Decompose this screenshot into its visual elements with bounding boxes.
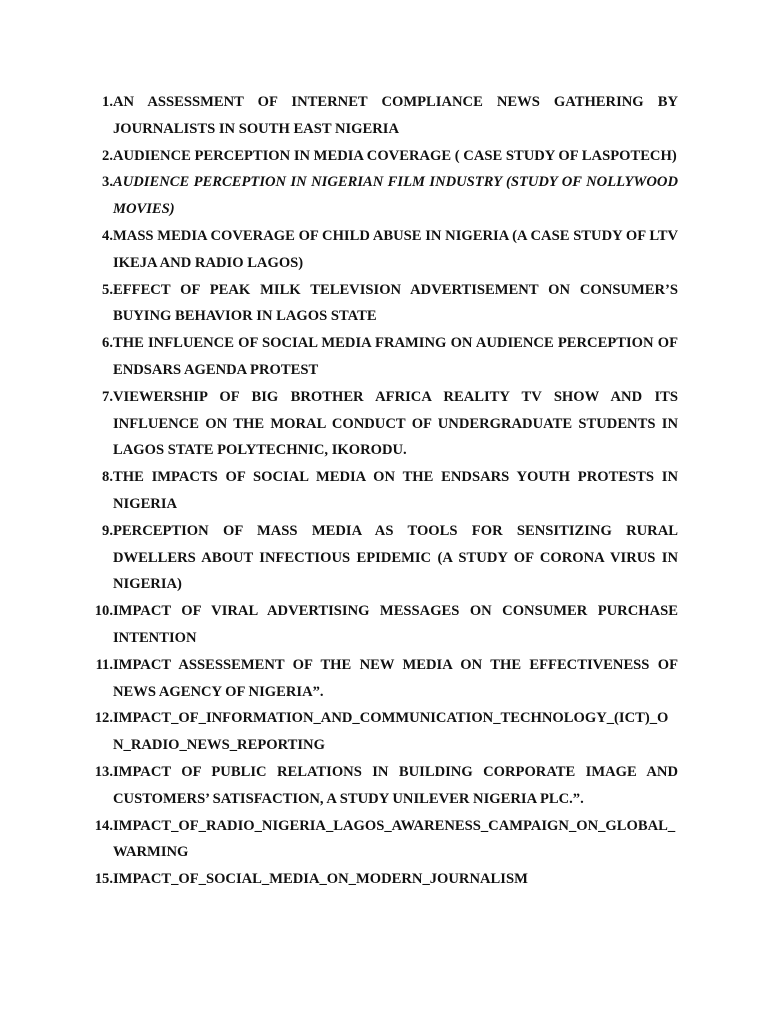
list-number: 15. <box>94 871 113 888</box>
topic-title: MASS MEDIA COVERAGE OF CHILD ABUSE IN NIGERIA (A CASE STUDY OF LTV IKEJA AND RADIO LAGOS) <box>113 227 678 271</box>
list-item <box>86 759 678 813</box>
list-item <box>86 813 678 867</box>
list-item <box>86 866 678 893</box>
topic-title: AUDIENCE PERCEPTION IN MEDIA COVERAGE ( CASE STUDY OF LASPOTECH) <box>113 147 677 164</box>
list-item <box>86 518 678 598</box>
topic-title: IMPACT_OF_SOCIAL_MEDIA_ON_MODERN_JOURNALISM <box>113 871 528 888</box>
list-number: 13. <box>94 763 113 780</box>
topic-title: IMPACT OF VIRAL ADVERTISING MESSAGES ON CONSUMER PURCHASE INTENTION <box>113 603 678 646</box>
list-number: 5. <box>102 281 113 298</box>
list-item <box>86 384 678 464</box>
list-number: 4. <box>102 227 113 244</box>
topic-title: THE INFLUENCE OF SOCIAL MEDIA FRAMING ON AUDIENCE PERCEPTION OF ENDSARS AGENDA PROTEST <box>113 335 678 378</box>
list-number: 2. <box>102 147 113 164</box>
list-number: 11. <box>95 656 113 673</box>
list-item <box>86 277 678 331</box>
list-number: 6. <box>102 335 113 352</box>
list-item <box>86 652 678 706</box>
topic-title: IMPACT_OF_INFORMATION_AND_COMMUNICATION_TECHNOLOGY_(ICT)_ON_RADIO_NEWS_REPORTING <box>113 710 669 754</box>
list-number: 7. <box>102 388 113 405</box>
list-item <box>86 705 678 759</box>
list-item <box>86 330 678 384</box>
list-item <box>86 464 678 518</box>
list-item <box>86 89 678 143</box>
list-item <box>86 143 678 170</box>
list-item <box>86 598 678 652</box>
list-item <box>86 223 678 277</box>
list-item <box>86 169 678 223</box>
list-number: 10. <box>94 603 113 620</box>
topic-title: IMPACT_OF_RADIO_NIGERIA_LAGOS_AWARENESS_CAMPAIGN_ON_GLOBAL_WARMING <box>113 817 676 861</box>
topic-title: THE IMPACTS OF SOCIAL MEDIA ON THE ENDSARS YOUTH PROTESTS IN NIGERIA <box>113 469 678 512</box>
list-number: 14. <box>94 817 113 834</box>
list-number: 12. <box>94 710 113 727</box>
list-number: 1. <box>102 94 113 110</box>
list-number: 8. <box>102 469 113 486</box>
topic-title: IMPACT OF PUBLIC RELATIONS IN BUILDING CORPORATE IMAGE AND CUSTOMERS’ SATISFACTION, A STUDY UNILEVER NIGERIA PLC.”. <box>113 763 678 807</box>
list-number: 9. <box>102 522 113 539</box>
list-number: 3. <box>102 174 113 191</box>
topic-title: PERCEPTION OF MASS MEDIA AS TOOLS FOR SENSITIZING RURAL DWELLERS ABOUT INFECTIOUS EPIDEMIC (A STUDY OF CORONA VIRUS IN NIGERIA) <box>113 522 678 593</box>
topic-title: VIEWERSHIP OF BIG BROTHER AFRICA REALITY TV SHOW AND ITS INFLUENCE ON THE MORAL CONDUCT OF UNDERGRADUATE STUDENTS IN LAGOS STATE POLYTECHNIC, IKORODU. <box>113 388 678 459</box>
topic-title: EFFECT OF PEAK MILK TELEVISION ADVERTISEMENT ON CONSUMER’S BUYING BEHAVIOR IN LAGOS STATE <box>113 281 678 325</box>
topic-title: AUDIENCE PERCEPTION IN NIGERIAN FILM INDUSTRY (STUDY OF NOLLYWOOD MOVIES) <box>113 174 678 218</box>
topic-list <box>86 89 678 893</box>
topic-title: AN ASSESSMENT OF INTERNET COMPLIANCE NEWS GATHERING BY JOURNALISTS IN SOUTH EAST NIGERIA <box>113 94 678 137</box>
topic-title: IMPACT ASSESSEMENT OF THE NEW MEDIA ON THE EFFECTIVENESS OF NEWS AGENCY OF NIGERIA”. <box>113 656 678 700</box>
